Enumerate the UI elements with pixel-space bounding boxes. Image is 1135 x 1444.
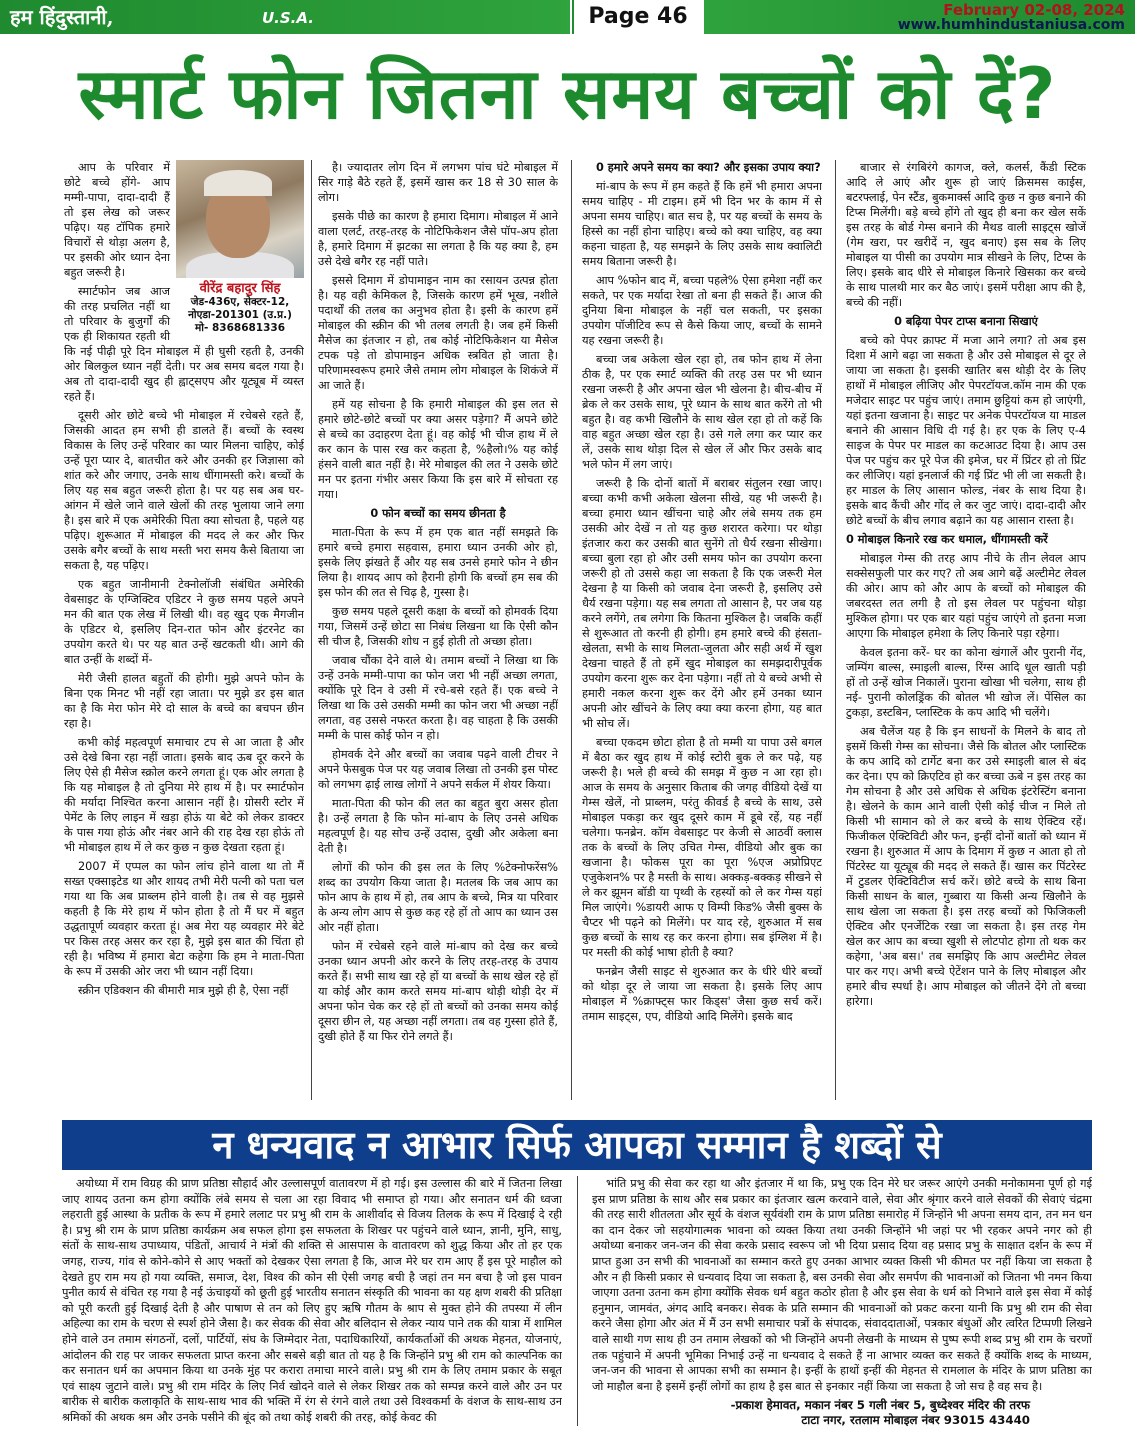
brand-name: हम हिंदुस्तानी, [10,5,114,29]
paragraph: बाजार से रंगबिरंगे कागज, क्ले, कलर्स, कैंडी स्टिक आदि ले आएं और शुरू हो जाएं क्रिसमस काईस, बटरफ्लाई, पेन स्टैंड, बुकमार्क्स आदि कुछ न कुछ बनाने की टिप्स मिलेंगी। बड़े बच्चे होंगे तो खुद ही बना कर खेल सकें इस तरह के बोर्ड गेम्स बनाने की मैथड वाली साइट्स खोजें (गेम खरा, पर खरीदें न, खुद बनाए) इस सब के लिए मोबाइल या पीसी का उपयोग मात्र सीखने के लिए, टिप्स के लिए। इसके बाद धीरे से मोबाइल किनारे खिसका कर बच्चे के साथ पालथी मार कर बैठ जाएं। इसमें परीक्षा आप की है, बच्चे की नहीं। [846,161,1086,309]
paragraph: भांति प्रभु की सेवा कर रहा था और इंतजार में था कि, प्रभु एक दिन मेरे घर जरूर आएंगे उनकी मनोकामना पूर्ण हो गई इस प्राण प्रतिष्ठा के साथ और सब प्रकार का इंतजार खत्म करवाने वाले, सेवा और श्रृंगार करने वाले सेवकों की सेवाएं चंद्रमा की तरह सारी शीतलता और सूर्य के वंशज सूर्यवंशी राम के प्राण प्रतिष्ठा समारोह में जिन्होंने भी अपना समय दान, तन मन धन का दान देकर जो सहयोगात्मक भावना को व्यक्त किया तथा उनकी जिन्होंने भी जहां पर भी रहकर अपने नगर को ही अयोध्या बनाकर जन-जन की सेवा करके प्रसाद स्वरूप जो भी दिया प्रसाद दिया वह प्रसाद प्रभु के साक्षात दर्शन के रूप में प्राप्त हुआ उन सभी की भावनाओं का सम्मान करते हुए उनका आभार व्यक्त किसी भी कीमत पर नहीं किया जा सकता है और न ही किसी प्रकार से धन्यवाद दिया जा सकता है, बस उनकी सेवा और समर्पण की भावनाओं को जितना भी नमन किया जाएगा उतना उतना कम होगा क्योंकि सेवक धर्म बहुत कठोर होता है और इस सेवा के धर्म को निभाने वाले इस सेवा में कोई हनुमान, जामवंत, अंगद आदि बनकर। सेवक के प्रति सम्मान की भावनाओं को प्रकट करना यानी कि प्रभु श्री राम की सेवा करने जैसा होगा और अंत में मैं उन सभी समाचार पत्रों के संपादक, संवाददाताओं, पत्रकार बंधुओं और त्वरित टिप्पणी लिखने वाले साथी गण साथ ही उन तमाम लेखकों को भी जिन्होंने अपनी लेखनी के माध्यम से पुष्प रूपी शब्द प्रभु श्री राम के चरणों तक पहुंचाने में अपनी भूमिका निभाई उन्हें ना धन्यवाद दे सकते हैं ना आभार व्यक्त कर सकते हैं क्योंकि शब्द के माध्यम, जन-जन की भावना से आपका सभी का सम्मान है। इन्हीं के हाथों इन्हीं की मेहनत से रामलाल के मंदिर के प्राण प्रतिष्ठा का जो माहौल बना है इसमें इन्हीं लोगों का हाथ है इस बात से इनकार नहीं किया जा सकता है जो सच है वह सच है। [592,1177,1092,1393]
main-headline: स्मार्ट फोन जितना समय बच्चों को दें? [78,53,1057,135]
issue-date: February 02-08, 2024 [943,1,1125,19]
second-article-column-2 [592,1176,1092,1398]
website-url[interactable]: www.humhindustaniusa.com [897,17,1125,33]
paragraph: जवाब चौंका देने वाले थे। तमाम बच्चों ने लिखा था कि उन्हें उनके मम्मी-पापा का फोन जरा भी नहीं अच्छा लगता, क्योंकि पूरे दिन वे उसी में रचे-बसे रहते हैं। एक बच्चे ने लिखा था कि उसे उसकी मम्मी का फोन जरा भी अच्छा नहीं लगता, वह उससे नफरत करता है। वह चाहता है कि उसकी मम्मी के पास कोई फोन न हो। [318,654,558,742]
paragraph: बच्चा एकदम छोटा होता है तो मम्मी या पापा उसे बगल में बैठा कर खुद हाथ में कोई स्टोरी बुक ले कर पढ़े, यह जरूरी है। भले ही बच्चे की समझ में कुछ न आ रहा हो। आज के समय के अनुसार किताब की जगह वीडियो देखें या गेम्स खेलें, नो प्राब्लम, परंतु कीवर्ड है बच्चे के साथ, उसे मोबाइल पकड़ा कर खुद दूसरे काम में डूबे रहें, यह नहीं चलेगा। फनब्रेन. कॉम वेबसाइट पर केजी से आठवीं क्लास तक के बच्चों के लिए उचित गेम्स, वीडियो और बुक का खजाना है। फोकस पूरा का पूरा %एज अप्रोप्रिएट एजुकेशन% पर है मस्ती के साथ। अक्कड़-बक्कड़ सीखने से ले कर झूमन बॉडी या पृथ्वी के रहस्यों को ले कर गेम्स यहां मिल जाएंगे। %डायरी आफ ए विम्पी किड% जैसी बुक्स के चैप्टर भी पढ़ने को मिलेंगे। पर याद रहे, शुरुआत में सब कुछ बच्चों के साथ रह कर करना होगा। सब इंग्लिश में है। पर मस्ती की कोई भाषा होती है क्या? [582,736,822,959]
paragraph: मां-बाप के रूप में हम कहते हैं कि हमें भी हमारा अपना समय चाहिए - मी टाइम। हमें भी दिन भर के काम में से अपना समय चाहिए। बात सच है, पर यह बच्चों के समय के हिस्से का नहीं होना चाहिए। बच्चे को क्या चाहिए, वह क्या कहना चाहता है, यह समझने के लिए उसके साथ क्वालिटी समय बिताना जरूरी है। [582,180,822,268]
subheading: 0 बढ़िया पेपर टाप्स बनाना सिखाएं [894,315,1038,328]
paragraph: है। ज्यादातर लोग दिन में लगभग पांच घंटे मोबाइल में सिर गाड़े बैठे रहते हैं, इसमें खास कर 18 से 30 साल के लोग। [318,161,558,204]
credit-line-1: -प्रकाश हेमावत, मकान नंबर 5 गली नंबर 5, बुध्देश्वर मंदिर की तरफ [730,1398,1030,1412]
author-address-2: नोएडा-201301 (उ.प्र.) [188,309,292,321]
paragraph: इससे दिमाग में डोपामाइन नाम का रसायन उत्पन्न होता है। यह वही केमिकल है, जिसके कारण हमें भूख, नशीले पदार्थों की तलब का अनुभव होता है। इसी के कारण हमें मोबाइल की स्क्रीन की भी तलब लगती है। जब हमें किसी मैसेज का इंतजार न हो, तब कोई नोटिफिकेशन या मैसेज टपक पड़े तो डोपामाइन अधिक स्त्रवित हो जाता है। परिणामस्वरूप हमारे जैसे तमाम लोग मोबाइल के शिकंजे में आ जाते हैं। [318,274,558,392]
paragraph: हमें यह सोचना है कि हमारी मोबाइल की इस लत से हमारे छोटे-छोटे बच्चों पर क्या असर पड़ेगा? मैं अपने छोटे से बच्चे का उदाहरण देता हूं। वह कोई भी चीज हाथ में ले कर कान के पास रख कर कहता है, %हैलो।% यह कोई हंसने वाली बात नहीं है। मेरे मोबाइल की लत ने उसके छोटे मन पर इतना गंभीर असर किया कि इस बारे में सोचता रह गया। [318,398,558,501]
paragraph: स्क्रीन एडिक्शन की बीमारी मात्र मुझे ही है, ऐसा नहीं [78,984,289,997]
author-photo [176,160,304,278]
paragraph: 2007 में एप्पल का फोन लांच होने वाला था तो मैं सख्त एक्साइटेड था और शायद तभी मेरी पत्नी को पता चल गया था कि अब प्राब्लम होने वाली है। तब से वह मुझसे कहती है कि मेरे हाथ में फोन होता है तो मैं घर में बहुत उद्धतापूर्ण व्यवहार करता हूं। अब मेरा यह व्यवहार मेरे बेटे पर किस तरह असर कर रहा है, मुझे इस बात की चिंता हो रही है। भविष्य में हमारा बेटा कहेगा कि हम ने माता-पिता के रूप में उसकी ओर जरा भी ध्यान नहीं दिया। [64,860,304,978]
subheading: 0 फोन बच्चों का समय छीनता है [370,507,506,520]
page-number: Page 46 [572,0,702,34]
paragraph: माता-पिता के रूप में हम एक बात नहीं समझते कि हमारे बच्चे हमारा सहवास, हमारा ध्यान उनकी ओर हो, इसके लिए झंखते हैं और यह सब उनसे हमारे फोन ने छीन लिया है। शायद आप को हैरानी होगी कि बच्चों हम सब की इस फोन की लत से चिढ़ है, गुस्सा है। [318,526,558,599]
paragraph: अयोध्या में राम विग्रह की प्राण प्रतिष्ठा सौहार्द और उल्लासपूर्ण वातावरण में हो गई। इस उल्लास की बारे में जितना लिखा जाए शायद उतना कम होगा क्योंकि लंबे समय से चला आ रहा विवाद भी समाप्त हो गया। और सनातन धर्म की ध्वजा लहराती हुई आस्था के प्रतीक के रूप में हमारे ललाट पर प्रभु श्री राम के आशीर्वाद से विजय तिलक के रूप में दिखाई दे रही है। प्रभु श्री राम के प्राण प्रतिष्ठा कार्यक्रम अब सफल होगा इस सफलता के शिखर पर पहुंचने वाले ध्यान, ज्ञानी, मुनि, साधु, संतों के साथ-साथ उपाध्याय, पंडितों, आचार्य ने मंत्रों की शक्ति से आसपास के वातावरण को शुद्ध किया और तो हर एक जगह, राज्य, गांव से कोने-कोने से आए भक्तों को देखकर ऐसा लगता है कि, आज मेरे घर राम आए हैं इस पूरे माहौल को देखते हुए राम मय हो गया व्यक्ति, समाज, देश, विश्व की कोन सी ऐसी जगह बची है जहां तन मन बचा है जो इस पावन पुनीत कार्य से वंचित रह गया है नई ऊंचाइयों को छूती हुई भारतीय सनातन संस्कृति की भावना का यह क्षण शबरी की प्रतिक्षा को पूरी करती हुई दिखाई देती है और पाषाण से तन को लिए हुए ऋषि गौतम के श्राप से मुक्त होने की तपस्या में लीन अहिल्या का राम के चरण से स्पर्श होने जैसा है। कर सेवक की सेवा और बलिदान से लेकर न्याय पाने तक की यात्रा में शामिल होने वाले उन तमाम संगठनों, दलों, पार्टियों, संघ के जिम्मेदार नेता, पदाधिकारियों, कार्यकर्ताओं की अथक मेहनत, योजनाएं, आंदोलन की राह पर जाकर सफलता प्राप्त करना और सबसे बड़ी बात तो यह है कि जिन्होंने प्रभु श्री राम को काल्पनिक का कर सनातन धर्म का अपमान किया था उनके मुंह पर करारा तमाचा मारने वाले। प्रभु श्री राम के लिए तमाम प्रकार के सबूत एवं साक्ष्य जुटाने वाले। प्रभु श्री राम मंदिर के लिए निर्व खोदने वाले से लेकर शिखर तक को सम्पन्न करने वाले और उन पर बारीक से बारीक कलाकृति के साथ-साथ भाव की भक्ति में रंग से रंगने वाले तथा उसे विश्वकर्मा के वंशज के साथ-साथ उन श्रमिकों की अथक श्रम और उनके पसीने की बूंद को तथा कोई शबरी की तरह, कोई केवट की [62,1177,562,1424]
paragraph: कभी कोई महत्वपूर्ण समाचार टप से आ जाता है और उसे देखे बिना रहा नहीं जाता। इसके बाद ऊब दूर करने के लिए ऐसे ही मैसेज स्क्रोल करने लगता हूं। एक ओर लगता है कि यह मोबाइल है तो दुनिया मेरे हाथ में है। पर स्मार्टफोन की मर्यादा निश्चित करना आसान नहीं है। ग्रोसरी स्टोर में पेमेंट के लिए लाइन में खड़ा होऊं या बेटे को लेकर डाक्टर के पास गया होऊं और नंबर आने की राह देख रहा होऊं तो भी मोबाइल हाथ में ले कर कुछ न कुछ देखता रहता हूं। [64,736,304,854]
paragraph: माता-पिता की फोन की लत का बहुत बुरा असर होता है। उन्हें लगता है कि फोन मां-बाप के लिए उनसे अधिक महत्वपूर्ण है। यह सोच उन्हें उदास, दुखी और अकेला बना देती है। [318,797,558,855]
page-header [0,0,1135,34]
paragraph: मेरी जैसी हालत बहुतों की होगी। मुझे अपने फोन के बिना एक मिनट भी नहीं रहा जाता। पर मुझे डर इस बात का है कि मेरा फोन मेरे दो साल के बच्चे का बचपन छीन रहा है। [64,672,304,730]
brand-strip [0,0,570,34]
date-strip [704,0,1135,34]
column-divider [571,160,572,1100]
credit-line-2: टाटा नगर, रतलाम मोबाइल नंबर 93015 43440 [801,1413,1030,1427]
paragraph: आप %फोन बाद में, बच्चा पहले% ऐसा हमेशा नहीं कर सकते, पर एक मर्यादा रेखा तो बना ही सकते हैं। आज की दुनिया बिना मोबाइल के नहीं चल सकती, पर इसका उपयोग पॉजीटिव रूप से कैसे किया जाए, बच्चों के सामने यह रखना जरूरी है। [582,274,822,347]
paragraph: केवल इतना करें- घर का कोना खंगालें और पुरानी गेंद, जम्पिंग बाल्स, स्माइली बाल्स, रिंग्स आदि धूल खाती पड़ी हों तो उन्हें खोज निकालें। पुराना खोखा भी चलेगा, साथ ही नई- पुरानी कोलड्रिंक की बोतल भी खोज लें। पेंसिल का टुकड़ा, डस्टबिन, प्लास्टिक के कप आदि भी चलेंगे। [846,646,1086,719]
paragraph: एक बहुत जानीमानी टेक्नोलॉजी संबंधित अमेरिकी वेबसाइट के एग्जिक्टिव एडिटर ने कुछ समय पहले अपने मन की बात एक लेख में लिखी थी। वह खुद एक मैगजीन के एडिटर थे, इसलिए दिन-रात फोन और इंटरनेट का उपयोग करते थे। पर यह बात उन्हें खटकती थी। आगे की बात उन्हीं के शब्दों में- [64,578,304,666]
paragraph: फोन में रचेबसे रहने वाले मां-बाप को देख कर बच्चे उनका ध्यान अपनी ओर करने के लिए तरह-तरह के उपाय करते हैं। सभी साथ खा रहे हों या बच्चों के साथ खेल रहे हों या कोई और काम करते समय मां-बाप थोड़ी थोड़ी देर में अपना फोन चेक कर रहे हों तो बच्चों को उनका समय कोई दूसरा छीन ले, यह अच्छा नहीं लगता। तब वह गुस्सा होते हैं, दुखी होते हैं या फिर रोने लगते हैं। [318,940,558,1043]
paragraph: लोगों की फोन की इस लत के लिए %टेक्नोफरेंस% शब्द का उपयोग किया जाता है। मतलब कि जब आप का फोन आप के हाथ में हो, तब आप के बच्चे, मित्र या परिवार के अन्य लोग आप से कुछ कह रहे हों तो आप का ध्यान उस ओर नहीं होता। [318,861,558,934]
paragraph: होमवर्क देने और बच्चों का जवाब पढ़ने वाली टीचर ने अपने फेसबुक पेज पर यह जवाब लिखा तो उनकी इस पोस्ट को लगभग ढ़ाई लाख लोगों ने अपने सर्कल में शेयर किया। [318,748,558,791]
column-divider [577,1176,578,1426]
paragraph: दूसरी ओर छोटे बच्चे भी मोबाइल में रचेबसे रहते हैं, जिसकी आदत हम सभी ही डालते हैं। बच्चों के स्वस्थ विकास के लिए उन्हें परिवार का प्यार मिलना चाहिए, कोई उन्हें पूरा प्यार दे, बातचीत करे और उनकी हर जिज्ञासा को शांत करे और जगाए, उनके साथ धींगामस्ती करे। बच्चों के लिए यह सब बहुत जरूरी होता है। पर यह सब अब घर-आंगन में खेले जाने वाले खेलों की तरह भुलाया जाने लगा है। इस बारे में एक अमेरिकी पिता क्या सोचता है, पहले यह पढ़िए। शुरूआत में मोबाइल की मदद ले कर और फिर उसके बगैर बच्चों के साथ मस्ती भरा समय कैसे बिताया जा सकता है, यह पढ़िए। [64,409,304,572]
column-divider [311,160,312,1100]
article-column-4 [846,160,1086,1100]
author-name: वीरेंद्र बहादुर सिंह [199,281,281,296]
paragraph: मोबाइल गेम्स की तरह आप नीचे के तीन लेवल आप सक्सेसफुली पार कर गए? तो अब आगे बढ़ें अल्टीमेट लेवल की ओर। आप को और आप के बच्चों को मोबाइल की जबरदस्त लत लगी है तो इस लेवल पर पहुंचना थोड़ा मुश्किल होगा। पर एक बार यहां पहुंच जाएंगे तो इतना मजा आएगा कि मोबाइल हमेशा के लिए किनारे पड़ा रहेगा। [846,552,1086,640]
subheading: 0 हमारे अपने समय का क्या? और इसका उपाय क्या? [596,161,821,174]
paragraph: फनब्रेन जैसी साइट से शुरुआत कर के धीरे धीरे बच्चों को थोड़ा दूर ले जाया जा सकता है। इसके लिए आप मोबाइल में %क्राफ्ट्स फार किड्स' जैसा कुछ सर्च करें। तमाम साइट्स, एप, वीडियो आदि मिलेंगे। इसके बाद [582,965,822,1023]
author-box [176,160,304,335]
paragraph: जरूरी है कि दोनों बातों में बराबर संतुलन रखा जाए। बच्चा कभी कभी अकेला खेलना सीखे, यह भी जरूरी है। बच्चा हमारा ध्यान खींचना चाहे और लंबे समय तक हम उसकी ओर देखें न तो यह कुछ शरारत करेगा। पर थोड़ा इंतजार करा कर उसकी बात सुनेंगे तो धैर्य रखना सीखेगा। बच्चा बुला रहा हो और उसी समय फोन का उपयोग करना जरूरी हो तो उससे कहा जा सकता है कि एक जरूरी मेल देखना है या किसी को जवाब देना जरूरी है, इसलिए उसे धैर्य रखना पड़ेगा। यह सब लगता तो आसान है, पर जब यह करने लगेंगे, तब लगेगा कि कितना मुश्किल है। जबकि कहीं से शुरूआत तो करनी ही होगी। हम हमारे बच्चे की हंसता-खेलता, सभी के साथ मिलता-जुलता और सही अर्थ में खुश देखना चाहते हैं तो हमें खुद मोबाइल का समझदारीपूर्वक उपयोग करना शुरू कर देना पड़ेगा। नहीं तो ये बच्चे अभी से हमारी नकल करना शुरू कर देंगे और हमें उनका ध्यान अपनी ओर खींचने के लिए क्या क्या करना होगा, यह बात भी सोच लें। [582,477,822,730]
author-credit [530,1398,1030,1428]
paragraph: स्मार्टफोन जब आज की तरह प्रचलित नहीं था तो परिवार के बुजुर्गों की एक ही शिकायत रहती थी कि नई पीढ़ी पूरे दिन मोबाइल में ही घुसी रहती है, उनकी ओर बिलकुल ध्यान नहीं देती। पर अब समय बदल गया है। अब तो दादा-दादी खुद ही ह्वाट्सएप और यूट्यूब में व्यस्त रहते हैं। [64,285,304,403]
second-article-headline: न धन्यवाद न आभार सिर्फ आपका सम्मान है शब्दों से [62,1120,1092,1170]
author-address-1: जेड-436ए, सेक्टर-12, [190,296,290,308]
paragraph: अब चैलेंज यह है कि इन साधनों के मिलने के बाद तो इसमें किसी गेम्स का सोचना। जैसे कि बोतल और प्लास्टिक के कप आदि को टार्गेट बना कर उसे स्माइली बाल से बंद कर देना। एप को क्रिएटिव हो कर बच्चा ऊबे न इस तरह का गेम सोचना है और उसे अधिक से अधिक इंटरेस्टिंग बनाना है। खेलने के काम आने वाली ऐसी कोई चीज न मिले तो किसी भी सामान को ले कर बच्चे के साथ ऐक्टिव रहें। फिजीकल ऐक्टिविटी और फन, इन्हीं दोनों बातों को ध्यान में रखना है। शुरुआत में आप के दिमाग में कुछ न आता हो तो पिंटरेस्ट या यूट्यूब की मदद ले सकते हैं। खास कर पिंटरेस्ट में टुडलर ऐक्टिविटीज सर्च करें। छोटे बच्चे के साथ बिना किसी साधन के बाल, गुब्बारा या किसी अन्य खिलौने के साथ खेला जा सकता है। इस तरह बच्चों को फिजिकली ऐक्टिव और एनर्जेटिक रखा जा सकता है। इस तरह गेम खेल कर आप का बच्चा खुशी से लोटपोट होगा तो थक कर कहेगा, 'अब बस।' तब समझिए कि आप अल्टीमेट लेवल पार कर गए। अभी बच्चे ऐटेंशन पाने के लिए मोबाइल और हमारे बीच स्पर्धा है। आप मोबाइल को जीतने देंगे तो बच्चा हारेगा। [846,725,1086,1008]
article-column-2 [318,160,558,1100]
brand-edition: U.S.A. [262,9,314,27]
author-mobile: मो- 8368681336 [194,322,286,334]
paragraph: इसके पीछे का कारण है हमारा दिमाग। मोबाइल में आने वाला एलर्ट, तरह-तरह के नोटिफिकेशन जैसे पॉप-अप होता है, हमारे दिमाग में झटका सा लगता है कि यह क्या है, हम उसे देखे बगैर रह नहीं पाते। [318,210,558,268]
second-article-column-1 [62,1176,562,1426]
column-divider [835,160,836,1100]
subheading: 0 मोबाइल किनारे रख कर धमाल, धींगामस्ती करें [846,533,1048,546]
paragraph: आप के परिवार में छोटे बच्चे होंगे- आप मम्मी-पापा, दादा-दादी हैं तो इस लेख को जरूर पढ़िए। यह टॉपिक हमारे विचारों से थोड़ा अलग है, पर इसकी ओर ध्यान देना बहुत जरूरी है। [64,161,170,279]
article-column-1 [64,160,304,1100]
paragraph: बच्चा जब अकेला खेल रहा हो, तब फोन हाथ में लेना ठीक है, पर एक स्मार्ट व्यक्ति की तरह उस पर भी ध्यान रखना जरूरी है और अपना खेल भी खेलना है। बीच-बीच में ब्रेक ले कर उसके साथ, पूरे ध्यान के साथ बात करेंगे तो भी बहुत है। वह कभी खिलौने के साथ खेल रहा हो तो कहें कि वाह बहुत अच्छा खेल रहा है। उसे गले लगा कर प्यार कर लें, उसके साथ थोड़ा दिल से खेल लें और फिर उसके बाद भले फोन में लग जाएं। [582,353,822,471]
paragraph: कुछ समय पहले दूसरी कक्षा के बच्चों को होमवर्क दिया गया, जिसमें उन्हें छोटा सा निबंध लिखना था कि ऐसी कौन सी चीज है, जिसकी शोध न हुई होती तो अच्छा होता। [318,605,558,648]
article-column-3 [582,160,822,1100]
paragraph: बच्चे को पेपर क्राफ्ट में मजा आने लगा? तो अब इस दिशा में आगे बढ़ा जा सकता है और उसे मोबाइल से दूर ले जाया जा सकता है। इसकी खातिर बस थोड़ी देर के लिए हाथों में मोबाइल लीजिए और पेपरटॉयज.कॉम नाम की एक मजेदार साइट पर पहुंच जाएं। तमाम छुट्टियां कम हो जाएंगी, यहां इतना खजाना है। साइट पर अनेक पेपरटॉयज या माडल बनाने की आसान विधि दी गई है। हर एक के लिए ए-4 साइज के पेपर पर माडल का कटआउट दिया है। आप उस पेज पर पहुंच कर पूरे पेज की इमेज, घर में प्रिंटर हो तो प्रिंट कर लीजिए। यहां इनलार्ज की गई प्रिंट भी ली जा सकती है। हर माडल के लिए आसान फोल्ड, नंबर के साथ दिया है। इसके बाद कैंची और गोंद ले कर जुट जाएं। दादा-दादी और छोटे बच्चों के बीच लगाव बढ़ाने का यह आसान रास्ता है। [846,334,1086,527]
